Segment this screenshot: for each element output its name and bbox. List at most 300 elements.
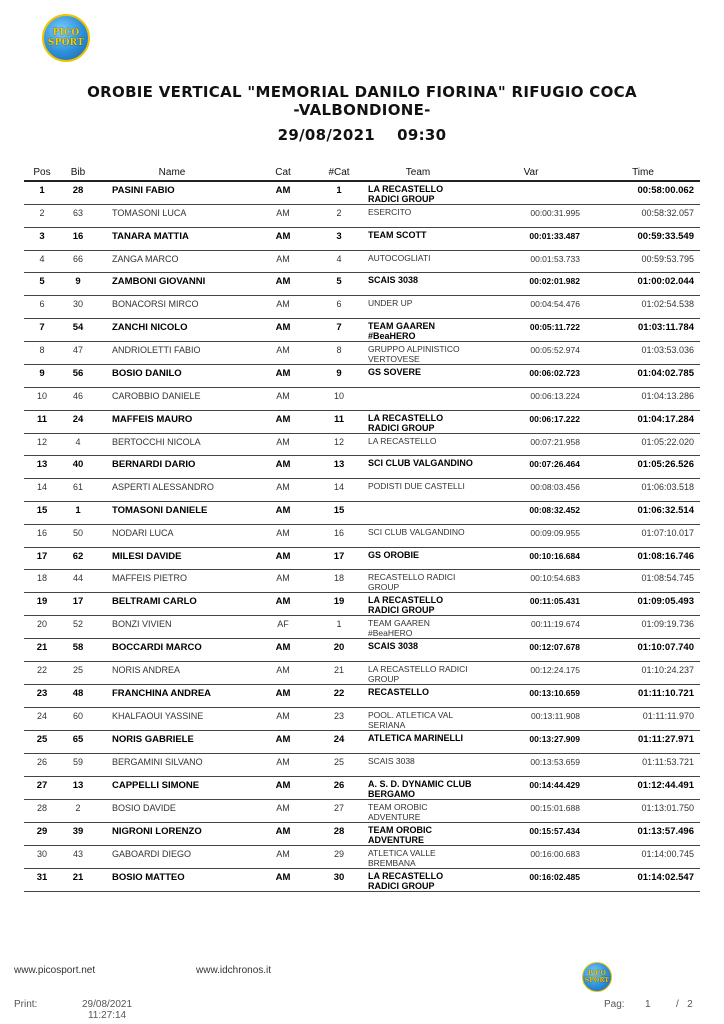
cell-gap: 00:09:09.955 <box>476 524 586 547</box>
cell-cat: AM <box>248 341 318 364</box>
cell-cat-rank: 28 <box>318 822 360 845</box>
cell-gap: 00:15:57.434 <box>476 822 586 845</box>
cell-cat: AF <box>248 616 318 639</box>
page-separator: / <box>676 999 679 1010</box>
cell-cat-rank: 29 <box>318 845 360 868</box>
table-row <box>24 341 700 364</box>
page-total-number: 2 <box>687 999 693 1010</box>
table-row <box>24 227 700 250</box>
cell-cat-rank: 15 <box>318 501 360 524</box>
cell-cat: AM <box>248 707 318 730</box>
table-row <box>24 662 700 685</box>
cell-gap: 00:14:44.429 <box>476 776 586 799</box>
cell-cat-rank: 4 <box>318 250 360 273</box>
cell-bib: 25 <box>60 662 96 685</box>
cell-pos: 2 <box>24 205 60 228</box>
cell-bib: 61 <box>60 479 96 502</box>
cell-bib: 16 <box>60 227 96 250</box>
results-table <box>24 164 700 892</box>
table-row <box>24 456 700 479</box>
event-datetime: 29/08/2021 09:30 <box>277 126 447 144</box>
cell-gap: 00:07:26.464 <box>476 456 586 479</box>
cell-cat-rank: 26 <box>318 776 360 799</box>
cell-name: BOSIO MATTEO <box>96 868 248 891</box>
cell-bib: 65 <box>60 730 96 753</box>
cell-pos: 23 <box>24 685 60 708</box>
cell-cat-rank: 1 <box>318 616 360 639</box>
cell-cat: AM <box>248 570 318 593</box>
cell-cat-rank: 23 <box>318 707 360 730</box>
table-row <box>24 501 700 524</box>
cell-time: 01:09:19.736 <box>586 616 700 639</box>
cell-gap: 00:07:21.958 <box>476 433 586 456</box>
cell-cat-rank: 10 <box>318 387 360 410</box>
cell-pos: 28 <box>24 799 60 822</box>
cell-cat: AM <box>248 227 318 250</box>
cell-cat: AM <box>248 181 318 205</box>
table-row <box>24 799 700 822</box>
table-row <box>24 296 700 319</box>
cell-cat-rank: 12 <box>318 433 360 456</box>
cell-time: 01:13:57.496 <box>586 822 700 845</box>
cell-cat-rank: 11 <box>318 410 360 433</box>
cell-time: 00:59:53.795 <box>586 250 700 273</box>
cell-bib: 28 <box>60 181 96 205</box>
cell-name: KHALFAOUI YASSINE <box>96 707 248 730</box>
cell-bib: 43 <box>60 845 96 868</box>
cell-gap: 00:01:33.487 <box>476 227 586 250</box>
cell-gap: 00:04:54.476 <box>476 296 586 319</box>
cell-bib: 4 <box>60 433 96 456</box>
cell-team: LA RECASTELLO RADICI GROUP <box>360 410 476 433</box>
cell-gap: 00:08:03.456 <box>476 479 586 502</box>
table-header <box>24 164 700 181</box>
cell-time: 01:10:24.237 <box>586 662 700 685</box>
cell-cat: AM <box>248 593 318 616</box>
cell-cat: AM <box>248 273 318 296</box>
cell-cat: AM <box>248 868 318 891</box>
cell-time: 01:04:02.785 <box>586 364 700 387</box>
cell-gap: 00:06:17.222 <box>476 410 586 433</box>
cell-name: ASPERTI ALESSANDRO <box>96 479 248 502</box>
cell-bib: 17 <box>60 593 96 616</box>
cell-team: A. S. D. DYNAMIC CLUB BERGAMO <box>360 776 476 799</box>
cell-bib: 44 <box>60 570 96 593</box>
cell-pos: 18 <box>24 570 60 593</box>
cell-name: CAROBBIO DANIELE <box>96 387 248 410</box>
print-time: 11:27:14 <box>87 1010 127 1021</box>
cell-pos: 22 <box>24 662 60 685</box>
cell-cat-rank: 14 <box>318 479 360 502</box>
cell-time: 01:14:02.547 <box>586 868 700 891</box>
cell-name: ZAMBONI GIOVANNI <box>96 273 248 296</box>
cell-time: 01:05:22.020 <box>586 433 700 456</box>
cell-cat: AM <box>248 822 318 845</box>
cell-cat: AM <box>248 433 318 456</box>
cell-pos: 14 <box>24 479 60 502</box>
cell-time: 01:10:07.740 <box>586 639 700 662</box>
col-time-header: Time <box>586 164 700 181</box>
cell-team: TEAM GAAREN #BeaHERO <box>360 616 476 639</box>
cell-pos: 5 <box>24 273 60 296</box>
cell-gap: 00:11:19.674 <box>476 616 586 639</box>
table-row <box>24 616 700 639</box>
cell-pos: 10 <box>24 387 60 410</box>
cell-bib: 46 <box>60 387 96 410</box>
cell-cat-rank: 19 <box>318 593 360 616</box>
cell-bib: 2 <box>60 799 96 822</box>
cell-time: 01:08:16.746 <box>586 547 700 570</box>
cell-cat: AM <box>248 410 318 433</box>
cell-name: BERTOCCHI NICOLA <box>96 433 248 456</box>
table-row <box>24 433 700 456</box>
table-row <box>24 845 700 868</box>
table-row <box>24 205 700 228</box>
cell-name: BOSIO DANILO <box>96 364 248 387</box>
cell-team <box>360 387 476 410</box>
cell-name: TOMASONI DANIELE <box>96 501 248 524</box>
cell-team: GRUPPO ALPINISTICO VERTOVESE <box>360 341 476 364</box>
cell-name: MAFFEIS MAURO <box>96 410 248 433</box>
cell-pos: 1 <box>24 181 60 205</box>
cell-name: ZANCHI NICOLO <box>96 318 248 341</box>
cell-bib: 9 <box>60 273 96 296</box>
cell-cat: AM <box>248 296 318 319</box>
cell-name: PASINI FABIO <box>96 181 248 205</box>
logo-text-line2: SPORT <box>47 38 85 48</box>
cell-cat-rank: 17 <box>318 547 360 570</box>
cell-pos: 11 <box>24 410 60 433</box>
cell-team: LA RECASTELLO <box>360 433 476 456</box>
cell-time: 01:04:17.284 <box>586 410 700 433</box>
cell-gap: 00:10:54.683 <box>476 570 586 593</box>
table-row <box>24 685 700 708</box>
cell-cat: AM <box>248 845 318 868</box>
cell-bib: 58 <box>60 639 96 662</box>
cell-time: 01:06:32.514 <box>586 501 700 524</box>
cell-time: 01:08:54.745 <box>586 570 700 593</box>
cell-team <box>360 501 476 524</box>
cell-name: BERNARDI DARIO <box>96 456 248 479</box>
cell-gap: 00:13:11.908 <box>476 707 586 730</box>
cell-cat-rank: 13 <box>318 456 360 479</box>
cell-team: LA RECASTELLO RADICI GROUP <box>360 662 476 685</box>
cell-pos: 6 <box>24 296 60 319</box>
cell-gap: 00:06:02.723 <box>476 364 586 387</box>
cell-cat-rank: 18 <box>318 570 360 593</box>
cell-cat: AM <box>248 685 318 708</box>
table-row <box>24 250 700 273</box>
table-row <box>24 364 700 387</box>
cell-name: BERGAMINI SILVANO <box>96 753 248 776</box>
cell-time: 01:11:10.721 <box>586 685 700 708</box>
cell-pos: 29 <box>24 822 60 845</box>
cell-name: NORIS GABRIELE <box>96 730 248 753</box>
event-location: -VALBONDIONE- <box>293 101 431 119</box>
cell-cat-rank: 27 <box>318 799 360 822</box>
cell-time: 01:03:11.784 <box>586 318 700 341</box>
cell-cat: AM <box>248 250 318 273</box>
table-row <box>24 181 700 205</box>
cell-team: ESERCITO <box>360 205 476 228</box>
cell-cat: AM <box>248 524 318 547</box>
cell-gap: 00:13:10.659 <box>476 685 586 708</box>
cell-bib: 21 <box>60 868 96 891</box>
cell-name: GABOARDI DIEGO <box>96 845 248 868</box>
cell-cat-rank: 24 <box>318 730 360 753</box>
cell-pos: 30 <box>24 845 60 868</box>
cell-cat: AM <box>248 639 318 662</box>
print-datetime <box>82 999 132 1021</box>
cell-cat: AM <box>248 479 318 502</box>
col-name-header: Name <box>96 164 248 181</box>
cell-cat: AM <box>248 456 318 479</box>
cell-gap: 00:10:16.684 <box>476 547 586 570</box>
cell-gap: 00:12:24.175 <box>476 662 586 685</box>
cell-gap: 00:12:07.678 <box>476 639 586 662</box>
table-row <box>24 479 700 502</box>
cell-gap: 00:15:01.688 <box>476 799 586 822</box>
cell-team: SCAIS 3038 <box>360 273 476 296</box>
cell-time: 01:05:26.526 <box>586 456 700 479</box>
cell-time: 01:11:27.971 <box>586 730 700 753</box>
cell-pos: 4 <box>24 250 60 273</box>
cell-team: SCI CLUB VALGANDINO <box>360 524 476 547</box>
cell-gap: 00:05:52.974 <box>476 341 586 364</box>
table-row <box>24 707 700 730</box>
cell-cat: AM <box>248 662 318 685</box>
cell-bib: 52 <box>60 616 96 639</box>
cell-gap: 00:08:32.452 <box>476 501 586 524</box>
cell-bib: 60 <box>60 707 96 730</box>
cell-bib: 48 <box>60 685 96 708</box>
cell-bib: 1 <box>60 501 96 524</box>
cell-pos: 17 <box>24 547 60 570</box>
cell-cat: AM <box>248 364 318 387</box>
cell-time: 01:03:53.036 <box>586 341 700 364</box>
cell-bib: 30 <box>60 296 96 319</box>
cell-gap: 00:00:31.995 <box>476 205 586 228</box>
cell-team: TEAM OROBIC ADVENTURE <box>360 822 476 845</box>
table-row <box>24 570 700 593</box>
cell-cat: AM <box>248 776 318 799</box>
cell-cat-rank: 20 <box>318 639 360 662</box>
cell-pos: 9 <box>24 364 60 387</box>
cell-name: TOMASONI LUCA <box>96 205 248 228</box>
cell-bib: 40 <box>60 456 96 479</box>
cell-bib: 56 <box>60 364 96 387</box>
cell-bib: 13 <box>60 776 96 799</box>
cell-cat: AM <box>248 730 318 753</box>
print-date: 29/08/2021 <box>82 999 133 1010</box>
cell-bib: 66 <box>60 250 96 273</box>
cell-pos: 27 <box>24 776 60 799</box>
cell-pos: 19 <box>24 593 60 616</box>
col-bib-header: Bib <box>60 164 96 181</box>
page-label: Pag: <box>604 999 625 1010</box>
logo-small-text-line1: PICO <box>587 970 607 977</box>
cell-gap: 00:16:02.485 <box>476 868 586 891</box>
cell-bib: 24 <box>60 410 96 433</box>
cell-cat-rank: 1 <box>318 181 360 205</box>
table-row <box>24 868 700 891</box>
cell-pos: 8 <box>24 341 60 364</box>
col-cat-header: Cat <box>248 164 318 181</box>
cell-name: ANDRIOLETTI FABIO <box>96 341 248 364</box>
cell-cat: AM <box>248 547 318 570</box>
cell-cat: AM <box>248 205 318 228</box>
cell-gap: 00:13:53.659 <box>476 753 586 776</box>
cell-pos: 12 <box>24 433 60 456</box>
table-row <box>24 273 700 296</box>
table-row <box>24 776 700 799</box>
page-current: 1 <box>645 999 651 1010</box>
cell-cat: AM <box>248 799 318 822</box>
cell-gap: 00:06:13.224 <box>476 387 586 410</box>
table-row <box>24 822 700 845</box>
logo-small-text-line2: SPORT <box>584 977 610 984</box>
table-row <box>24 593 700 616</box>
cell-name: MILESI DAVIDE <box>96 547 248 570</box>
table-row <box>24 318 700 341</box>
cell-gap: 00:16:00.683 <box>476 845 586 868</box>
cell-pos: 15 <box>24 501 60 524</box>
logo-text-line1: PICO <box>52 28 80 38</box>
cell-cat-rank: 9 <box>318 364 360 387</box>
cell-cat: AM <box>248 501 318 524</box>
cell-team: POOL. ATLETICA VAL SERIANA <box>360 707 476 730</box>
table-row <box>24 639 700 662</box>
cell-time: 00:59:33.549 <box>586 227 700 250</box>
cell-time: 01:02:54.538 <box>586 296 700 319</box>
cell-gap <box>476 181 586 205</box>
cell-pos: 31 <box>24 868 60 891</box>
cell-cat: AM <box>248 753 318 776</box>
cell-name: NORIS ANDREA <box>96 662 248 685</box>
cell-time: 01:06:03.518 <box>586 479 700 502</box>
cell-cat-rank: 6 <box>318 296 360 319</box>
cell-name: BOCCARDI MARCO <box>96 639 248 662</box>
page-total <box>676 999 693 1010</box>
cell-cat: AM <box>248 387 318 410</box>
cell-pos: 20 <box>24 616 60 639</box>
cell-name: BONZI VIVIEN <box>96 616 248 639</box>
cell-name: CAPPELLI SIMONE <box>96 776 248 799</box>
cell-team: UNDER UP <box>360 296 476 319</box>
cell-pos: 13 <box>24 456 60 479</box>
cell-gap: 00:11:05.431 <box>476 593 586 616</box>
cell-pos: 26 <box>24 753 60 776</box>
cell-team: LA RECASTELLO RADICI GROUP <box>360 593 476 616</box>
cell-cat-rank: 30 <box>318 868 360 891</box>
table-row <box>24 524 700 547</box>
picosport-logo <box>42 14 90 62</box>
cell-name: TANARA MATTIA <box>96 227 248 250</box>
cell-team: SCAIS 3038 <box>360 753 476 776</box>
table-row <box>24 753 700 776</box>
table-row <box>24 387 700 410</box>
cell-name: NIGRONI LORENZO <box>96 822 248 845</box>
cell-name: ZANGA MARCO <box>96 250 248 273</box>
cell-pos: 3 <box>24 227 60 250</box>
cell-gap: 00:05:11.722 <box>476 318 586 341</box>
event-title: OROBIE VERTICAL "MEMORIAL DANILO FIORINA" RIFUGIO COCA <box>87 83 637 101</box>
cell-time: 01:11:53.721 <box>586 753 700 776</box>
cell-name: BOSIO DAVIDE <box>96 799 248 822</box>
footer-site-picosport: www.picosport.net <box>14 965 96 976</box>
cell-gap: 00:01:53.733 <box>476 250 586 273</box>
cell-bib: 63 <box>60 205 96 228</box>
col-pos-header: Pos <box>24 164 60 181</box>
cell-team: ATLETICA VALLE BREMBANA <box>360 845 476 868</box>
col-var-header: Var <box>476 164 586 181</box>
cell-team: TEAM SCOTT <box>360 227 476 250</box>
cell-bib: 47 <box>60 341 96 364</box>
cell-team: RECASTELLO <box>360 685 476 708</box>
cell-team: ATLETICA MARINELLI <box>360 730 476 753</box>
cell-bib: 59 <box>60 753 96 776</box>
cell-team: LA RECASTELLO RADICI GROUP <box>360 868 476 891</box>
cell-time: 01:14:00.745 <box>586 845 700 868</box>
cell-cat-rank: 2 <box>318 205 360 228</box>
cell-time: 00:58:32.057 <box>586 205 700 228</box>
cell-cat-rank: 25 <box>318 753 360 776</box>
table-row <box>24 410 700 433</box>
cell-cat-rank: 3 <box>318 227 360 250</box>
cell-cat-rank: 22 <box>318 685 360 708</box>
cell-pos: 7 <box>24 318 60 341</box>
cell-cat-rank: 7 <box>318 318 360 341</box>
cell-bib: 50 <box>60 524 96 547</box>
cell-cat-rank: 5 <box>318 273 360 296</box>
cell-team: SCAIS 3038 <box>360 639 476 662</box>
cell-name: MAFFEIS PIETRO <box>96 570 248 593</box>
cell-cat-rank: 21 <box>318 662 360 685</box>
cell-name: BONACORSI MIRCO <box>96 296 248 319</box>
cell-team: PODISTI DUE CASTELLI <box>360 479 476 502</box>
results-body <box>24 181 700 891</box>
cell-cat-rank: 16 <box>318 524 360 547</box>
cell-pos: 21 <box>24 639 60 662</box>
cell-pos: 25 <box>24 730 60 753</box>
cell-bib: 39 <box>60 822 96 845</box>
cell-time: 01:09:05.493 <box>586 593 700 616</box>
cell-time: 01:13:01.750 <box>586 799 700 822</box>
cell-team: TEAM OROBIC ADVENTURE <box>360 799 476 822</box>
cell-name: BELTRAMI CARLO <box>96 593 248 616</box>
cell-team: GS OROBIE <box>360 547 476 570</box>
cell-team: LA RECASTELLO RADICI GROUP <box>360 181 476 205</box>
cell-time: 00:58:00.062 <box>586 181 700 205</box>
col-team-header: Team <box>360 164 476 181</box>
cell-team: GS SOVERE <box>360 364 476 387</box>
picosport-logo-small <box>582 962 612 992</box>
footer-site-idchronos: www.idchronos.it <box>196 965 272 976</box>
cell-bib: 54 <box>60 318 96 341</box>
cell-time: 01:12:44.491 <box>586 776 700 799</box>
table-row <box>24 730 700 753</box>
cell-time: 01:00:02.044 <box>586 273 700 296</box>
cell-time: 01:07:10.017 <box>586 524 700 547</box>
cell-time: 01:04:13.286 <box>586 387 700 410</box>
cell-time: 01:11:11.970 <box>586 707 700 730</box>
cell-cat-rank: 8 <box>318 341 360 364</box>
col-ncat-header: #Cat <box>318 164 360 181</box>
cell-team: RECASTELLO RADICI GROUP <box>360 570 476 593</box>
cell-name: FRANCHINA ANDREA <box>96 685 248 708</box>
cell-gap: 00:13:27.909 <box>476 730 586 753</box>
print-label: Print: <box>14 999 38 1010</box>
